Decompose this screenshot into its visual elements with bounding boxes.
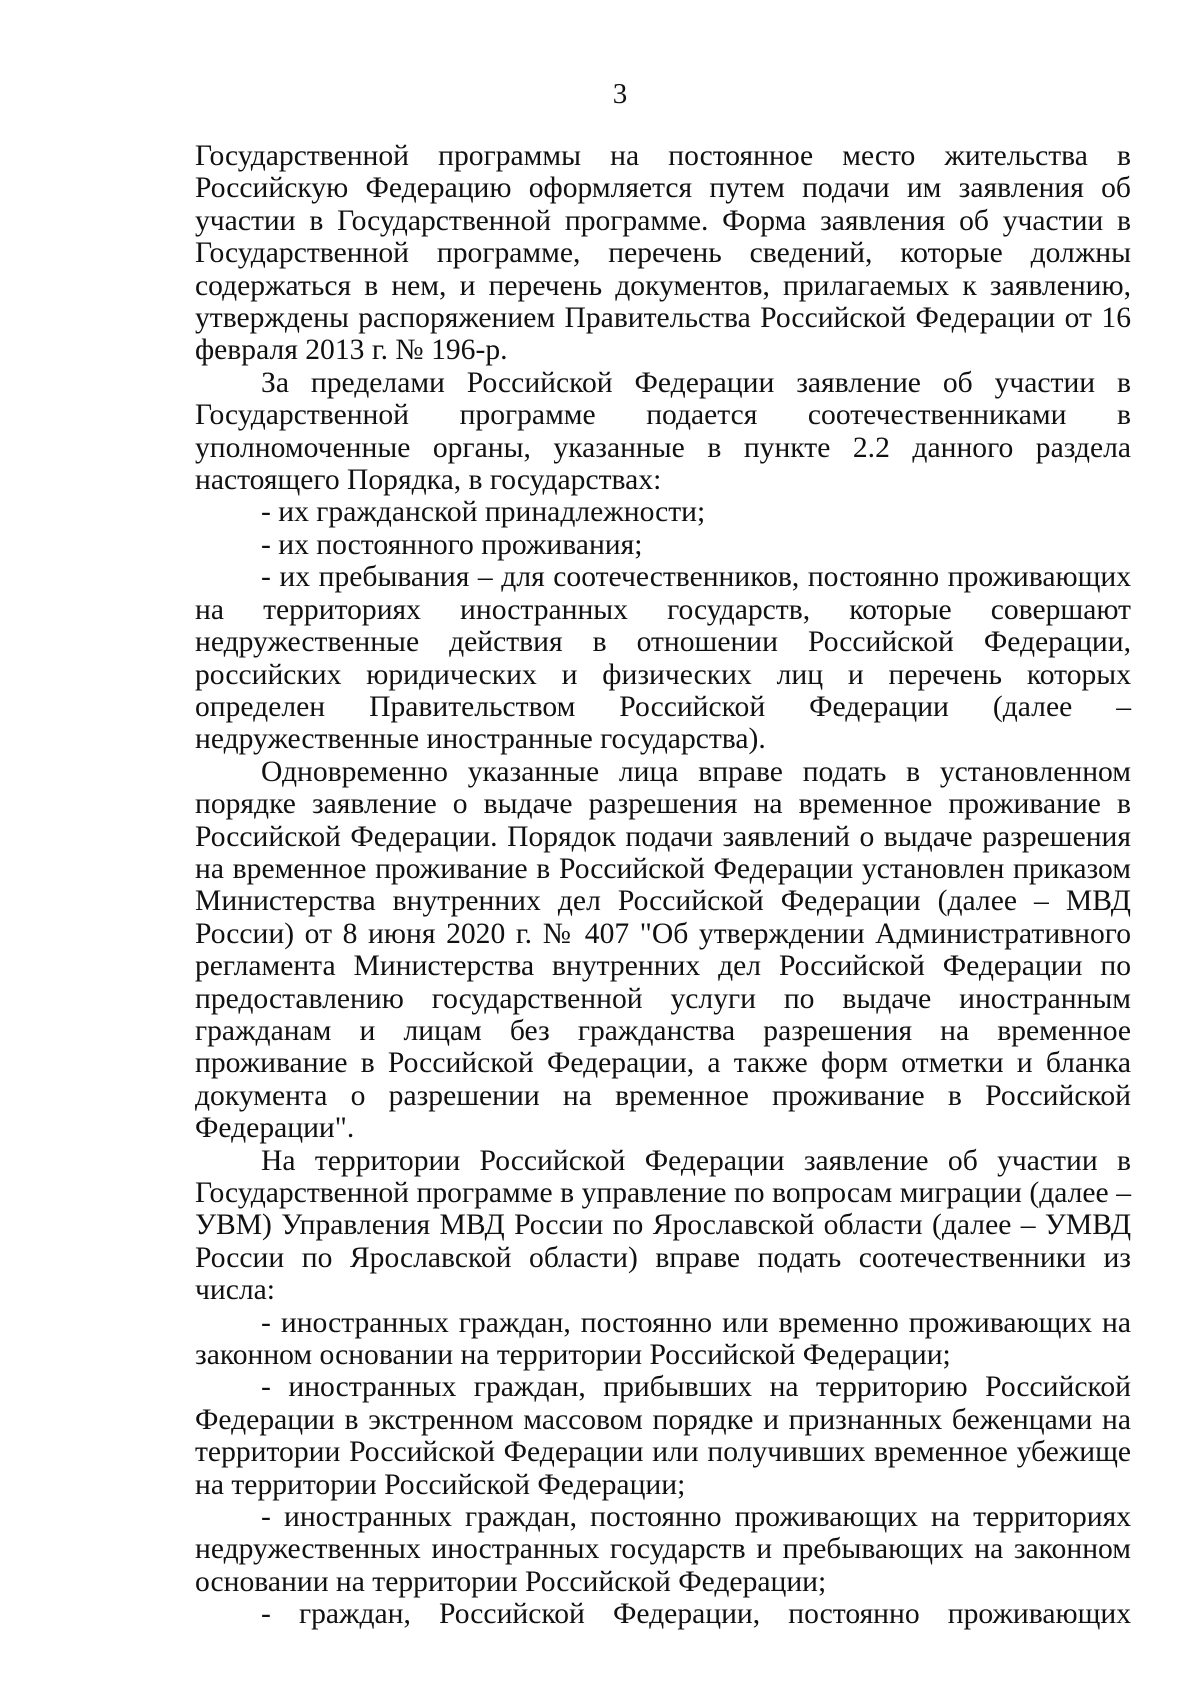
list-item-refugees: - иностранных граждан, прибывших на территорию Российской Федерации в экстренном массовом порядке и признанных беженцами на территории Российской Федерации или получивших временное убежище на территории Российской Федерации; <box>195 1371 1131 1501</box>
list-item-unfriendly-states-residents: - иностранных граждан, постоянно проживающих на территориях недружественных иностранных государств и пребывающих на законном основании на территории Российской Федерации; <box>195 1501 1131 1598</box>
page-number: 3 <box>612 78 628 110</box>
paragraph-domestic-application: На территории Российской Федерации заявление об участии в Государственной программе в управление по вопросам миграции (далее – УВМ) Управления МВД России по Ярославской области (далее – УМВД России по Ярославской области) вправе подать соотечественники из числа: <box>195 1144 1131 1307</box>
list-item-russian-citizens: - граждан, Российской Федерации, постоянно проживающих <box>261 1598 1131 1631</box>
paragraph-abroad-application: За пределами Российской Федерации заявление об участии в Государственной программе подается соотечественниками в уполномоченные органы, указанные в пункте 2.2 данного раздела настоящего Порядка, в государствах: <box>195 366 1131 497</box>
list-item-citizenship: - их гражданской принадлежности; <box>261 496 706 529</box>
list-item-foreign-residents: - иностранных граждан, постоянно или временно проживающих на законном основании на территории Российской Федерации; <box>195 1306 1131 1372</box>
document-body <box>195 140 1131 1631</box>
paragraph-continuation: Государственной программы на постоянное место жительства в Российскую Федерацию оформляется путем подачи им заявления об участии в Государственной программе. Форма заявления об участии в Государственной программе, перечень сведений, которые должны содержаться в нем, и перечень документов, прилагаемых к заявлению, утверждены распоряжением Правительства Российской Федерации от 16 февраля 2013 г. № 196-р. <box>195 140 1131 367</box>
paragraph-temporary-residence: Одновременно указанные лица вправе подать в установленном порядке заявление о выдаче разрешения на временное проживание в Российской Федерации. Порядок подачи заявлений о выдаче разрешения на временное проживание в Российской Федерации установлен приказом Министерства внутренних дел Российской Федерации (далее – МВД России) от 8 июня 2020 г. № 407 "Об утверждении Административного регламента Министерства внутренних дел Российской Федерации по предоставлению государственной услуги по выдаче иностранным гражданам и лицам без гражданства разрешения на временное проживание в Российской Федерации, а также форм отметки и бланка документа о разрешении на временное проживание в Российской Федерации". <box>195 755 1131 1145</box>
list-item-permanent-residence: - их постоянного проживания; <box>261 528 643 561</box>
list-item-stay: - их пребывания – для соотечественников, постоянно проживающих на территориях иностранных государств, которые совершают недружественные действия в отношении Российской Федерации, российских юридических и физических лиц и перечень которых определен Правительством Российской Федерации (далее – недружественные иностранные государства). <box>195 561 1131 756</box>
